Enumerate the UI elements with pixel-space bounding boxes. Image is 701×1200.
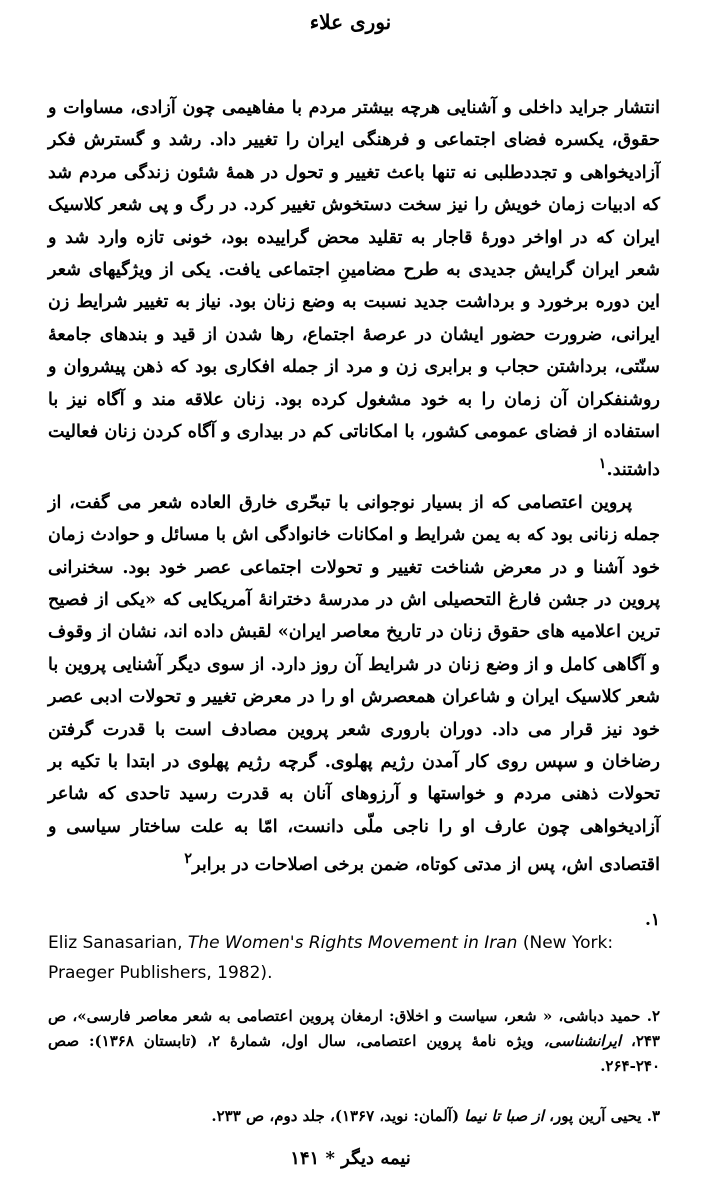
running-head: نوری علاء bbox=[309, 10, 392, 34]
footnote-3-book: از صبا تا نیما bbox=[464, 1107, 544, 1125]
footnote-ref-2: ۲ bbox=[184, 850, 193, 868]
page-footer: نیمه دیگر * ۱۴۱ bbox=[290, 1148, 411, 1169]
paragraph-1-text: انتشار جراید داخلی و آشنایی هرچه بیشتر مردم با مفاهیمی چون آزادی، مساوات و حقوق، یکسره فضای اجتماعی و فرهنگی ایران را تغییر داد. رشد و گسترش فکر آزادیخواهی و تجددطلبی نه تنها باعث تغییر و تحول در همهٔ شئون زندگی مردم شد که ادبیات زمان خویش را نیز سخت دستخوش تغییر کرد. در رگ و پی شعر کلاسیک ایران که در اواخر دورهٔ قاجار به تقلید محض گراییده بود، خونی تازه وارد شد و شعر ایران گرایش جدیدی به طرح مضامینِ اجتماعی یافت. یکی از ویژگیهای شعر این دوره برخورد و برداشت جدید نسبت به وضع زنان بود. نیاز به تغییر شرایط زن ایرانی، ضرورت حضور ایشان در عرصهٔ اجتماع، رها شدن از قید و بندهای جامعهٔ سنّتی، برداشتن حجاب و برابری زن و مرد از جمله افکاری بود که ذهن پیشروان و روشنفکران آن زمان را به خود مشغول کرده بود. زنان علاقه مند و آگاه نیز با استفاده از فضای عمومی کشور، با امکاناتی کم در بیداری و آگاه کردن زنان فعالیت داشتند. bbox=[48, 97, 660, 481]
footnote-2 bbox=[48, 1004, 660, 1079]
footnote-1 bbox=[48, 928, 660, 988]
footnote-3-author: ۳. یحیی آرین پور، bbox=[549, 1107, 660, 1125]
footnote-2-journal: ایرانشناسی، bbox=[543, 1032, 622, 1050]
footnote-1-author: Eliz Sanasarian, bbox=[48, 933, 183, 953]
paragraph-2 bbox=[48, 487, 660, 882]
footnote-2-article: ۲. حمید دباشی، « شعر، سیاست و اخلاق: ارمغان پروین اعتصامی به شعر معاصر فارسی»، ص ۲۴۳، bbox=[48, 1007, 660, 1050]
footnote-3 bbox=[48, 1104, 660, 1129]
paragraph-2-text: پروین اعتصامی که از بسیار نوجوانی با تبحّری خارق العاده شعر می گفت، از جمله زنانی بود که به یمن شرایط و امکانات خانوادگی اش با مسائل و حوادث زمان خود آشنا و در معرض شناخت تغییر و تحولات اجتماعی عصر خود بود. سخنرانی پروین در جشن فارغ التحصیلی اش در مدرسهٔ دخترانهٔ آمریکایی که «یکی از فصیح ترین اعلامیه های حقوق زنان در تاریخ معاصر ایران» لقبش داده اند، نشان از وقوف و آگاهی کامل و از وضع زنان در شرایط آن روز دارد. از سوی دیگر آشنایی پروین با شعر کلاسیک ایران و شاعران همعصرش او را در معرض تغییر و تحولات ادبی عصر خود نیز قرار می داد. دوران باروری شعر پروین مصادف است با قدرت گرفتن رضاخان و سپس روی کار آمدن رژیم پهلوی. گرچه رژیم پهلوی در ابتدا با تکیه بر تحولات ذهنی مردم و خواستها و آرزوهای آنان به قدرت رسید تاحدی که شاعر آزادیخواهی چون عارف او را ناجی ملّی دانست، امّا به علت ساختار سیاسی و اقتصادی اش، پس از مدتی کوتاه، ضمن برخی اصلاحات در برابر bbox=[48, 491, 660, 876]
footnote-1-publisher: (New York: Praeger Publishers, 1982). bbox=[48, 933, 614, 983]
footnote-1-number: ۱. bbox=[644, 910, 660, 930]
footnote-ref-1: ۱ bbox=[598, 455, 607, 473]
footnote-2-issue: ویژه نامهٔ پروین اعتصامی، سال اول، شمارهٔ ۲، (تابستان ۱۳۶۸): صص ۲۴۰-۲۶۴. bbox=[48, 1032, 660, 1075]
footnote-1-title: The Women's Rights Movement in Iran bbox=[187, 933, 518, 953]
footnote-3-publisher: (آلمان: نوید، ۱۳۶۷)، جلد دوم، ص ۲۳۳. bbox=[211, 1107, 460, 1125]
main-text bbox=[48, 92, 660, 881]
paragraph-1 bbox=[48, 92, 660, 487]
